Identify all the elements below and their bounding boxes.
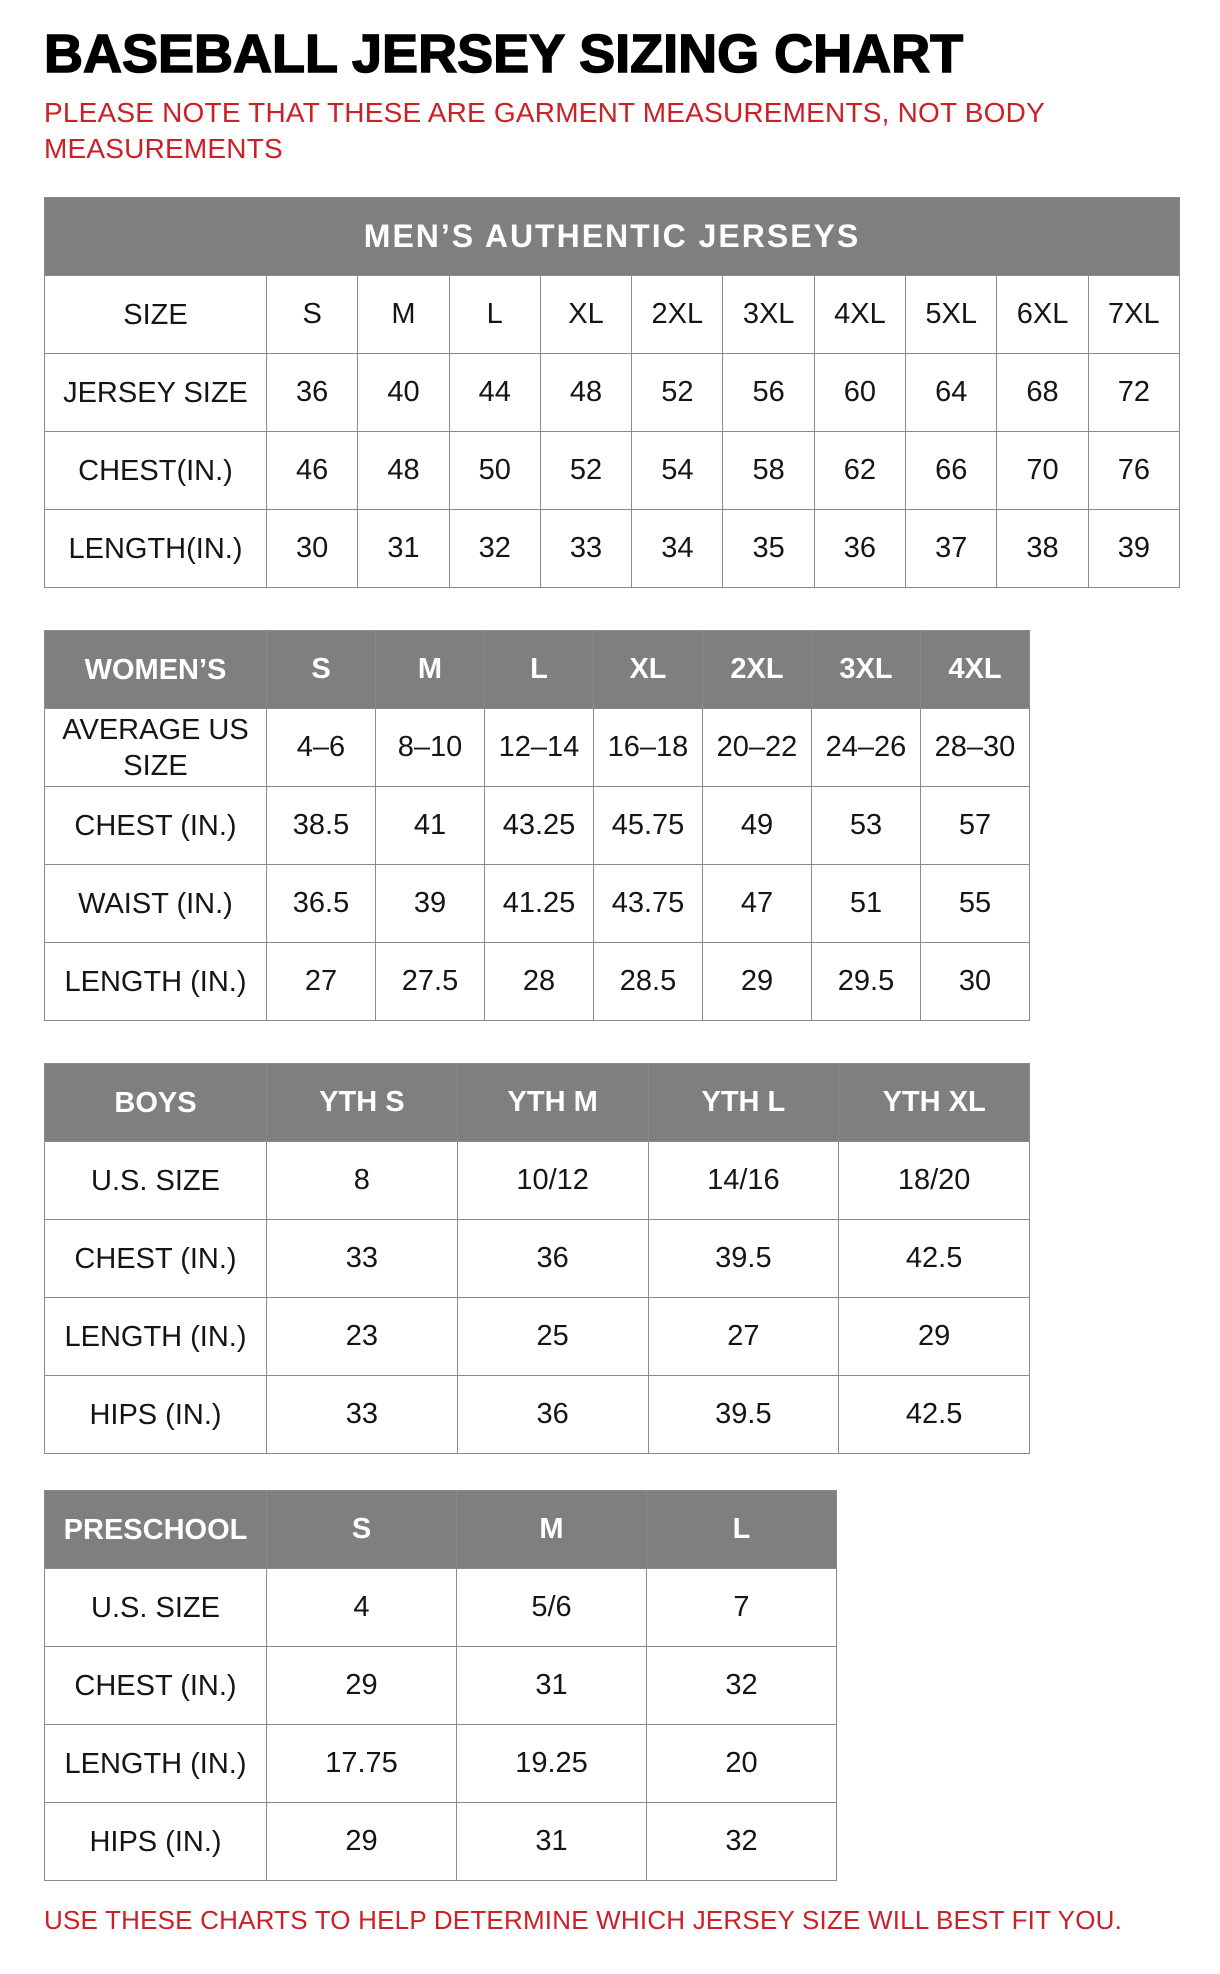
size-column-header: YTH S: [267, 1064, 458, 1142]
size-column-header: YTH XL: [839, 1064, 1030, 1142]
value-cell: 39: [1088, 510, 1179, 588]
table-row: [45, 1142, 1030, 1220]
value-cell: 31: [457, 1803, 647, 1881]
value-cell: 7: [647, 1569, 837, 1647]
value-cell: 38.5: [267, 787, 376, 865]
value-cell: 3XL: [723, 276, 814, 354]
value-cell: 4XL: [814, 276, 905, 354]
table-row: [45, 1647, 837, 1725]
value-cell: 66: [906, 432, 997, 510]
value-cell: 46: [267, 432, 358, 510]
value-cell: 43.25: [485, 787, 594, 865]
value-cell: 56: [723, 354, 814, 432]
value-cell: 39.5: [648, 1376, 839, 1454]
page-title: BASEBALL JERSEY SIZING CHART: [44, 24, 964, 84]
size-column-header: S: [267, 631, 376, 709]
value-cell: 33: [267, 1376, 458, 1454]
row-label-cell: CHEST (IN.): [45, 1220, 267, 1298]
value-cell: 19.25: [457, 1725, 647, 1803]
value-cell: 10/12: [457, 1142, 648, 1220]
value-cell: 32: [647, 1803, 837, 1881]
value-cell: 31: [457, 1647, 647, 1725]
value-cell: 36: [267, 354, 358, 432]
row-label-cell: HIPS (IN.): [45, 1376, 267, 1454]
value-cell: 23: [267, 1298, 458, 1376]
value-cell: 29: [839, 1298, 1030, 1376]
row-label-cell: WAIST (IN.): [45, 865, 267, 943]
value-cell: 76: [1088, 432, 1179, 510]
table-header-label: BOYS: [45, 1064, 267, 1142]
value-cell: 37: [906, 510, 997, 588]
fit-note: USE THESE CHARTS TO HELP DETERMINE WHICH JERSEY SIZE WILL BEST FIT YOU.: [44, 1905, 1123, 1936]
value-cell: 45.75: [594, 787, 703, 865]
size-header-row: [45, 631, 1030, 709]
value-cell: 4–6: [267, 709, 376, 787]
value-cell: 58: [723, 432, 814, 510]
value-cell: 49: [703, 787, 812, 865]
value-cell: 29: [703, 943, 812, 1021]
value-cell: 55: [921, 865, 1030, 943]
value-cell: 6XL: [997, 276, 1088, 354]
table-header-label: WOMEN’S: [45, 631, 267, 709]
value-cell: 24–26: [812, 709, 921, 787]
value-cell: 28: [485, 943, 594, 1021]
value-cell: 33: [267, 1220, 458, 1298]
value-cell: 7XL: [1088, 276, 1179, 354]
table-row: [45, 1298, 1030, 1376]
value-cell: 54: [632, 432, 723, 510]
row-label-cell: LENGTH (IN.): [45, 943, 267, 1021]
value-cell: 50: [449, 432, 540, 510]
value-cell: 42.5: [839, 1376, 1030, 1454]
table-row: [45, 865, 1030, 943]
row-label-cell: SIZE: [45, 276, 267, 354]
size-column-header: YTH M: [457, 1064, 648, 1142]
value-cell: 64: [906, 354, 997, 432]
row-label-cell: CHEST(IN.): [45, 432, 267, 510]
value-cell: 20–22: [703, 709, 812, 787]
size-column-header: L: [647, 1491, 837, 1569]
table-row: [45, 709, 1030, 787]
size-header-row: [45, 1491, 837, 1569]
value-cell: 35: [723, 510, 814, 588]
value-cell: 28.5: [594, 943, 703, 1021]
value-cell: 43.75: [594, 865, 703, 943]
value-cell: 27.5: [376, 943, 485, 1021]
value-cell: 39: [376, 865, 485, 943]
table-row: [45, 510, 1180, 588]
value-cell: 30: [267, 510, 358, 588]
value-cell: 36: [457, 1376, 648, 1454]
table-row: [45, 1569, 837, 1647]
value-cell: 2XL: [632, 276, 723, 354]
row-label-cell: JERSEY SIZE: [45, 354, 267, 432]
table-row: [45, 943, 1030, 1021]
value-cell: 27: [267, 943, 376, 1021]
row-label-cell: HIPS (IN.): [45, 1803, 267, 1881]
value-cell: 39.5: [648, 1220, 839, 1298]
row-label-cell: LENGTH (IN.): [45, 1725, 267, 1803]
value-cell: 17.75: [267, 1725, 457, 1803]
value-cell: 34: [632, 510, 723, 588]
value-cell: 32: [449, 510, 540, 588]
row-label-cell: AVERAGE US SIZE: [45, 709, 267, 787]
value-cell: 52: [632, 354, 723, 432]
table-header-label: PRESCHOOL: [45, 1491, 267, 1569]
womens-table: [44, 630, 1030, 1021]
table-row: [45, 1803, 837, 1881]
measurement-note: PLEASE NOTE THAT THESE ARE GARMENT MEASUREMENTS, NOT BODY MEASUREMENTS: [44, 96, 1045, 165]
value-cell: 36: [457, 1220, 648, 1298]
size-column-header: 2XL: [703, 631, 812, 709]
size-column-header: L: [485, 631, 594, 709]
row-label-cell: LENGTH(IN.): [45, 510, 267, 588]
value-cell: 52: [540, 432, 631, 510]
value-cell: 8–10: [376, 709, 485, 787]
table-row: [45, 432, 1180, 510]
value-cell: 29.5: [812, 943, 921, 1021]
value-cell: 70: [997, 432, 1088, 510]
size-column-header: M: [457, 1491, 647, 1569]
value-cell: 4: [267, 1569, 457, 1647]
value-cell: 29: [267, 1647, 457, 1725]
size-column-header: 3XL: [812, 631, 921, 709]
size-column-header: 4XL: [921, 631, 1030, 709]
value-cell: 57: [921, 787, 1030, 865]
value-cell: 38: [997, 510, 1088, 588]
value-cell: 30: [921, 943, 1030, 1021]
row-label-cell: LENGTH (IN.): [45, 1298, 267, 1376]
value-cell: 48: [358, 432, 449, 510]
value-cell: 5XL: [906, 276, 997, 354]
mens-table-banner: MEN’S AUTHENTIC JERSEYS: [45, 198, 1180, 276]
value-cell: S: [267, 276, 358, 354]
value-cell: 41.25: [485, 865, 594, 943]
value-cell: 14/16: [648, 1142, 839, 1220]
value-cell: 51: [812, 865, 921, 943]
value-cell: 60: [814, 354, 905, 432]
value-cell: 8: [267, 1142, 458, 1220]
value-cell: 47: [703, 865, 812, 943]
size-column-header: XL: [594, 631, 703, 709]
value-cell: 36: [814, 510, 905, 588]
size-column-header: M: [376, 631, 485, 709]
value-cell: 44: [449, 354, 540, 432]
value-cell: 62: [814, 432, 905, 510]
preschool-table: [44, 1490, 837, 1881]
value-cell: 31: [358, 510, 449, 588]
row-label-cell: U.S. SIZE: [45, 1142, 267, 1220]
value-cell: 32: [647, 1647, 837, 1725]
value-cell: 48: [540, 354, 631, 432]
mens-banner-row: [45, 198, 1180, 276]
value-cell: 41: [376, 787, 485, 865]
value-cell: 18/20: [839, 1142, 1030, 1220]
value-cell: 16–18: [594, 709, 703, 787]
table-row: [45, 276, 1180, 354]
row-label-cell: CHEST (IN.): [45, 787, 267, 865]
table-row: [45, 354, 1180, 432]
value-cell: 68: [997, 354, 1088, 432]
value-cell: 12–14: [485, 709, 594, 787]
table-row: [45, 787, 1030, 865]
value-cell: 25: [457, 1298, 648, 1376]
table-row: [45, 1725, 837, 1803]
value-cell: 33: [540, 510, 631, 588]
value-cell: 28–30: [921, 709, 1030, 787]
value-cell: 36.5: [267, 865, 376, 943]
value-cell: 29: [267, 1803, 457, 1881]
value-cell: 53: [812, 787, 921, 865]
size-column-header: YTH L: [648, 1064, 839, 1142]
value-cell: 42.5: [839, 1220, 1030, 1298]
value-cell: XL: [540, 276, 631, 354]
value-cell: 5/6: [457, 1569, 647, 1647]
mens-table: [44, 197, 1180, 588]
boys-table: [44, 1063, 1030, 1454]
value-cell: 20: [647, 1725, 837, 1803]
table-row: [45, 1376, 1030, 1454]
value-cell: 27: [648, 1298, 839, 1376]
size-column-header: S: [267, 1491, 457, 1569]
table-row: [45, 1220, 1030, 1298]
value-cell: M: [358, 276, 449, 354]
row-label-cell: CHEST (IN.): [45, 1647, 267, 1725]
row-label-cell: U.S. SIZE: [45, 1569, 267, 1647]
value-cell: L: [449, 276, 540, 354]
value-cell: 40: [358, 354, 449, 432]
size-header-row: [45, 1064, 1030, 1142]
value-cell: 72: [1088, 354, 1179, 432]
